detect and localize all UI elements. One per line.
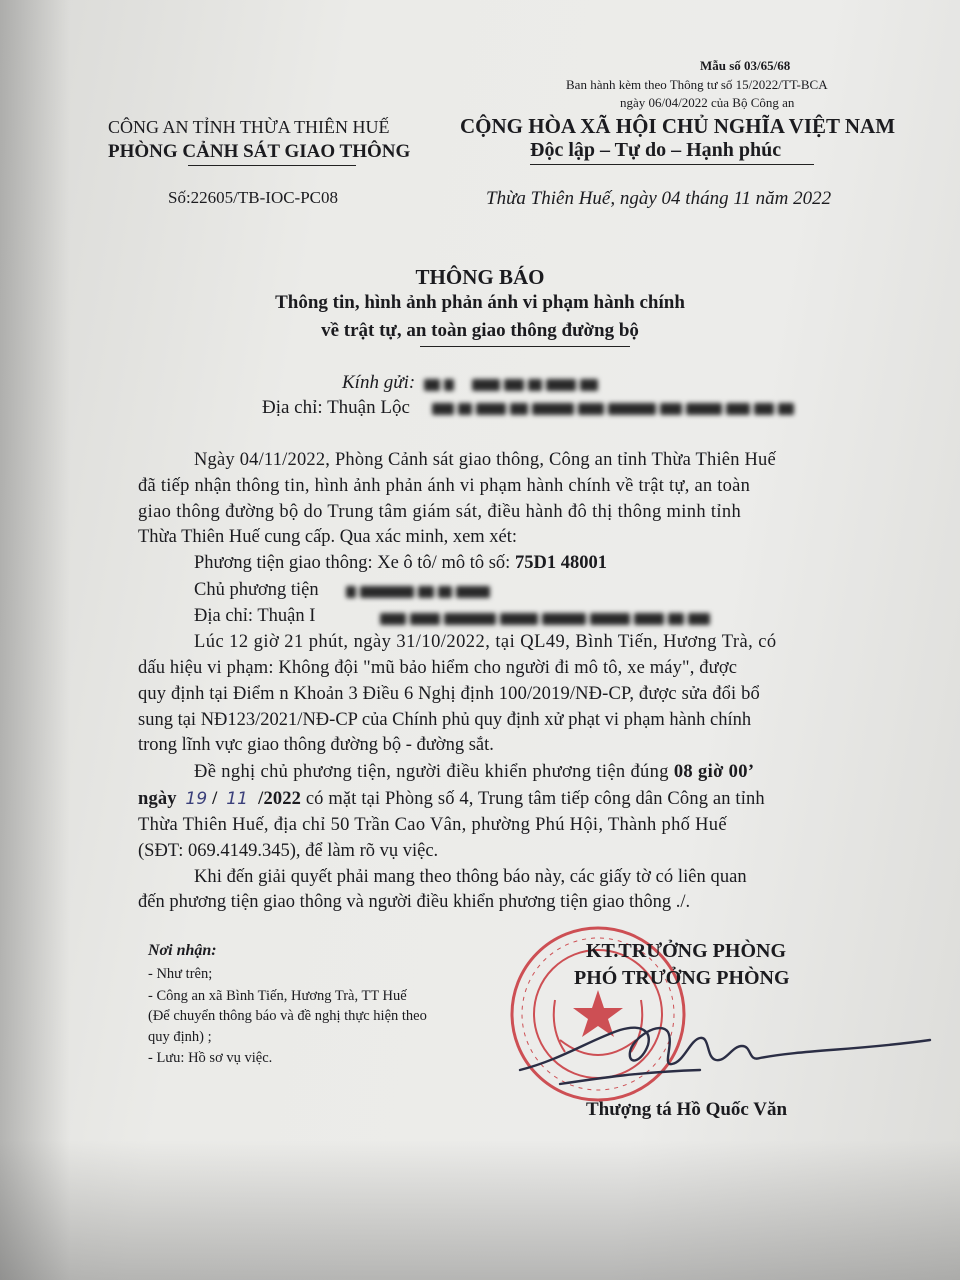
document-subtitle-1: Thông tin, hình ảnh phản ánh vi phạm hành chính	[275, 292, 685, 313]
request-line: (SĐT: 069.4149.345), để làm rõ vụ việc.	[138, 841, 439, 861]
recipients-item: - Như trên;	[148, 966, 213, 982]
request-year: /2022	[258, 789, 302, 809]
owner-address-label: Địa chỉ: Thuận I	[194, 606, 316, 626]
license-plate: 75D1 48001	[514, 553, 607, 573]
body-line: giao thông đường bộ do Trung tâm giám sát, điều hành đô thị thông minh tỉnh	[138, 502, 742, 522]
body-line: Thừa Thiên Huế cung cấp. Qua xác minh, xem xét:	[138, 527, 518, 547]
closing-line: đến phương tiện giao thông và người điều khiển phương tiện giao thông ./.	[138, 892, 691, 912]
page-shadow-bottom	[0, 1140, 960, 1280]
agency-name: CÔNG AN TỈNH THỪA THIÊN HUẾ	[108, 117, 390, 137]
violation-line: Lúc 12 giờ 21 phút, ngày 31/10/2022, tại QL49, Bình Tiến, Hương Trà, có	[194, 632, 777, 652]
owner-label: Chủ phương tiện	[194, 580, 319, 600]
request-day-label: ngày	[138, 789, 177, 809]
signatory-title-2: PHÓ TRƯỞNG PHÒNG	[574, 967, 790, 989]
request-date-line: ngày 19 / 11 /2022 có mặt tại Phòng số 4, Trung tâm tiếp công dân Công an tỉnh	[138, 789, 765, 809]
form-number: Mẫu số 03/65/68	[700, 58, 791, 73]
department-name: PHÒNG CẢNH SÁT GIAO THÔNG	[108, 141, 411, 162]
circular-date: ngày 06/04/2022 của Bộ Công an	[620, 95, 795, 110]
violation-line: dấu hiệu vi phạm: Không đội "mũ bảo hiểm cho người đi mô tô, xe máy", được	[138, 658, 738, 678]
recipients-item: quy định) ;	[148, 1029, 212, 1045]
recipients-label: Nơi nhận:	[148, 942, 217, 959]
document-title: THÔNG BÁO	[415, 265, 545, 289]
request-location: có mặt tại Phòng số 4, Trung tâm tiếp công dân Công an tỉnh	[301, 789, 765, 809]
handwritten-month: 11	[226, 789, 249, 809]
recipient-address-label: Địa chỉ: Thuận Lộc	[262, 397, 410, 418]
request-line: Thừa Thiên Huế, địa chỉ 50 Trần Cao Vân, phường Phú Hội, Thành phố Huế	[138, 815, 727, 835]
recipients-item: - Công an xã Bình Tiến, Hương Trà, TT Huế	[148, 988, 407, 1004]
nation-name: CỘNG HÒA XÃ HỘI CHỦ NGHĨA VIỆT NAM	[460, 114, 896, 138]
document-number: Số:22605/TB-IOC-PC08	[168, 188, 339, 207]
recipients-item: (Để chuyển thông báo và đề nghị thực hiện theo	[148, 1008, 427, 1024]
national-motto: Độc lập – Tự do – Hạnh phúc	[530, 139, 782, 161]
handwritten-day: 19	[185, 789, 208, 809]
signatory-name: Thượng tá Hồ Quốc Văn	[586, 1099, 788, 1120]
document-subtitle-2: về trật tự, an toàn giao thông đường bộ	[321, 320, 639, 341]
request-time: 08 giờ 00’	[673, 762, 755, 782]
signatory-title-1: KT.TRƯỞNG PHÒNG	[586, 940, 786, 962]
vehicle-label: Phương tiện giao thông: Xe ô tô/ mô tô số:	[194, 553, 515, 573]
request-text: Đề nghị chủ phương tiện, người điều khiển phương tiện đúng	[194, 762, 674, 782]
violation-line: sung tại NĐ123/2021/NĐ-CP của Chính phủ quy định xử phạt vi phạm hành chính	[138, 710, 752, 730]
body-line: Ngày 04/11/2022, Phòng Cảnh sát giao thông, Công an tỉnh Thừa Thiên Huế	[194, 450, 776, 470]
circular-reference: Ban hành kèm theo Thông tư số 15/2022/TT-BCA	[566, 77, 828, 92]
recipient-label: Kính gửi:	[342, 372, 416, 393]
body-line: đã tiếp nhận thông tin, hình ảnh phản ánh vi phạm hành chính về trật tự, an toàn	[138, 476, 751, 496]
violation-line: quy định tại Điểm n Khoản 3 Điều 6 Nghị định 100/2019/NĐ-CP, được sửa đổi bổ	[138, 684, 760, 704]
recipients-item: - Lưu: Hồ sơ vụ việc.	[148, 1050, 273, 1066]
closing-line: Khi đến giải quyết phải mang theo thông báo này, các giấy tờ có liên quan	[194, 867, 747, 887]
place-date: Thừa Thiên Huế, ngày 04 tháng 11 năm 2022	[486, 188, 832, 209]
violation-line: trong lĩnh vực giao thông đường bộ - đường sắt.	[138, 735, 494, 755]
